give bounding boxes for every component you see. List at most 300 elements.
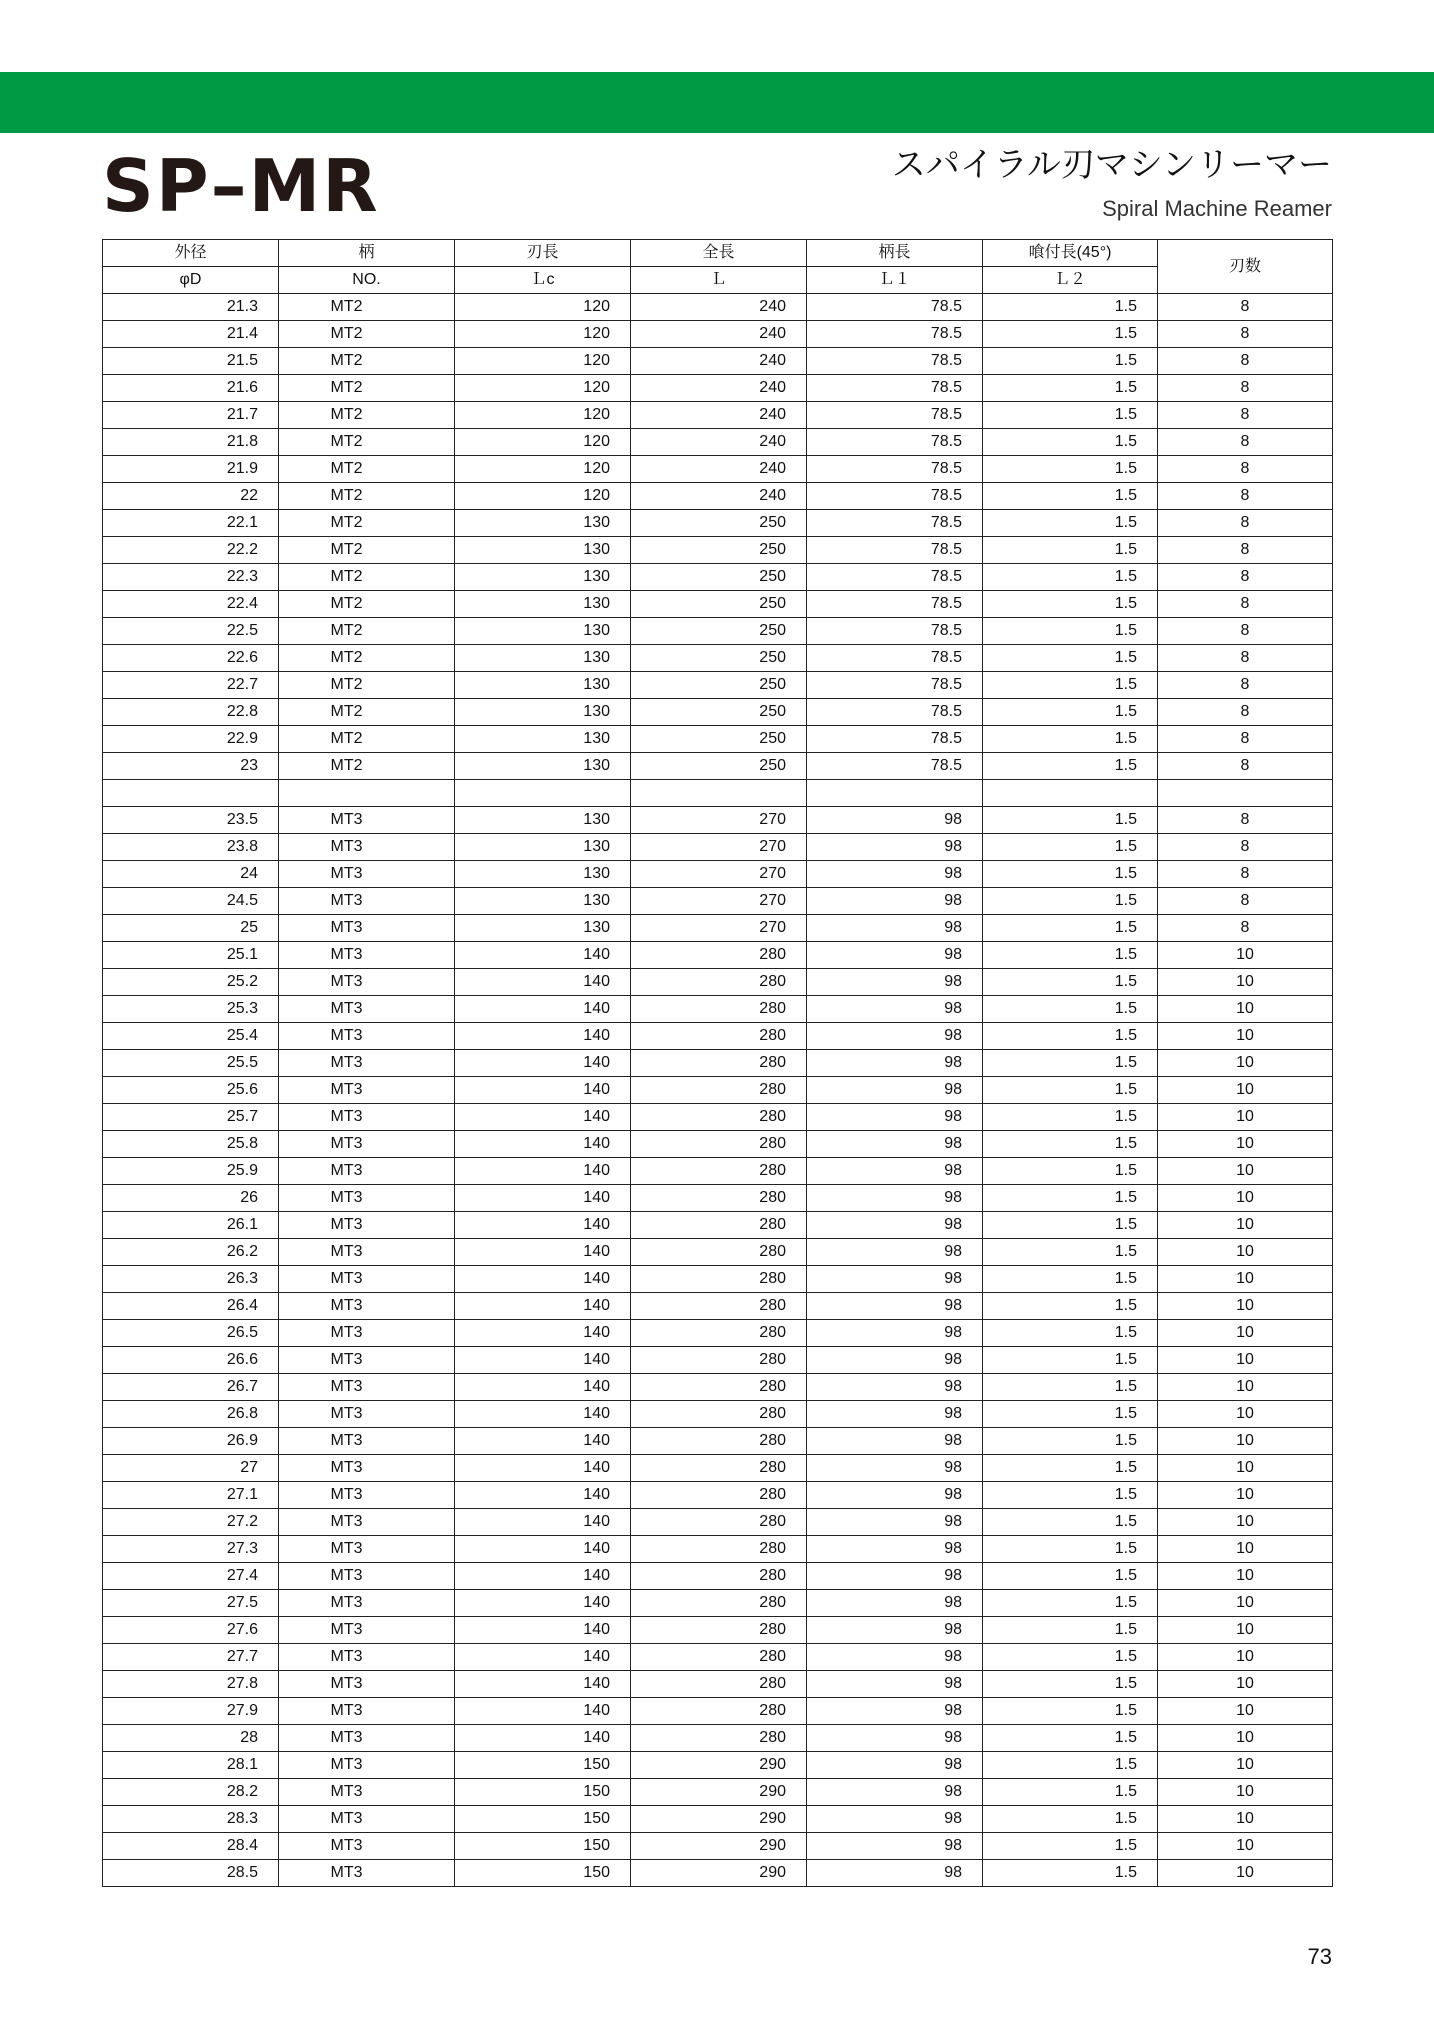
overall-length-cell: 280 xyxy=(631,1347,807,1374)
diameter-cell: 25.2 xyxy=(103,969,279,996)
shank-length-cell: 98 xyxy=(807,1644,983,1671)
table-row xyxy=(103,429,1333,456)
flute-length-cell: 140 xyxy=(455,1536,631,1563)
flute-length-cell: 140 xyxy=(455,1428,631,1455)
header-row-top xyxy=(103,240,1333,267)
flute-count-cell: 10 xyxy=(1158,996,1333,1023)
flute-length-cell: 140 xyxy=(455,1590,631,1617)
shank-cell: MT3 xyxy=(279,1617,455,1644)
shank-length-cell: 98 xyxy=(807,1185,983,1212)
table-row xyxy=(103,753,1333,780)
shank-cell: MT3 xyxy=(279,996,455,1023)
diameter-cell: 27.5 xyxy=(103,1590,279,1617)
shank-length-cell: 98 xyxy=(807,1590,983,1617)
chamfer-length-cell: 1.5 xyxy=(983,483,1158,510)
header-row-bottom xyxy=(103,267,1333,294)
flute-count-cell: 10 xyxy=(1158,1185,1333,1212)
flute-length-cell: 140 xyxy=(455,1293,631,1320)
flute-count-cell: 8 xyxy=(1158,591,1333,618)
shank-cell: MT3 xyxy=(279,1806,455,1833)
overall-length-cell: 250 xyxy=(631,699,807,726)
shank-length-cell: 98 xyxy=(807,1347,983,1374)
shank-cell: MT2 xyxy=(279,429,455,456)
flute-count-cell: 8 xyxy=(1158,294,1333,321)
chamfer-length-cell: 1.5 xyxy=(983,1077,1158,1104)
diameter-cell: 26.6 xyxy=(103,1347,279,1374)
overall-length-cell: 290 xyxy=(631,1779,807,1806)
overall-length-cell: 240 xyxy=(631,402,807,429)
shank-length-cell: 98 xyxy=(807,1212,983,1239)
overall-length-cell: 280 xyxy=(631,1536,807,1563)
shank-cell: MT3 xyxy=(279,1374,455,1401)
overall-length-cell: 280 xyxy=(631,1698,807,1725)
shank-cell: MT3 xyxy=(279,969,455,996)
flute-count-cell: 8 xyxy=(1158,726,1333,753)
chamfer-length-cell: 1.5 xyxy=(983,699,1158,726)
flute-length-cell: 130 xyxy=(455,699,631,726)
header-symbol-no: NO. xyxy=(279,267,455,294)
table-row xyxy=(103,645,1333,672)
chamfer-length-cell: 1.5 xyxy=(983,1293,1158,1320)
shank-cell: MT2 xyxy=(279,456,455,483)
chamfer-length-cell: 1.5 xyxy=(983,1212,1158,1239)
chamfer-length-cell: 1.5 xyxy=(983,537,1158,564)
shank-length-cell: 98 xyxy=(807,915,983,942)
chamfer-length-cell: 1.5 xyxy=(983,807,1158,834)
diameter-cell: 26.3 xyxy=(103,1266,279,1293)
chamfer-length-cell: 1.5 xyxy=(983,1644,1158,1671)
flute-count-cell: 8 xyxy=(1158,402,1333,429)
flute-length-cell: 140 xyxy=(455,1023,631,1050)
diameter-cell: 27.2 xyxy=(103,1509,279,1536)
shank-length-cell: 98 xyxy=(807,1725,983,1752)
flute-length-cell: 130 xyxy=(455,645,631,672)
diameter-cell: 25.4 xyxy=(103,1023,279,1050)
overall-length-cell: 290 xyxy=(631,1860,807,1887)
overall-length-cell: 280 xyxy=(631,1239,807,1266)
shank-cell: MT2 xyxy=(279,375,455,402)
diameter-cell: 26 xyxy=(103,1185,279,1212)
shank-cell: MT3 xyxy=(279,1671,455,1698)
overall-length-cell: 280 xyxy=(631,1212,807,1239)
overall-length-cell: 240 xyxy=(631,348,807,375)
shank-length-cell: 78.5 xyxy=(807,564,983,591)
chamfer-length-cell: 1.5 xyxy=(983,672,1158,699)
shank-length-cell: 98 xyxy=(807,1293,983,1320)
flute-count-cell: 10 xyxy=(1158,1428,1333,1455)
flute-length-cell: 120 xyxy=(455,429,631,456)
flute-count-cell: 10 xyxy=(1158,942,1333,969)
flute-length-cell: 120 xyxy=(455,321,631,348)
table-row xyxy=(103,1212,1333,1239)
shank-length-cell: 98 xyxy=(807,942,983,969)
diameter-cell: 22 xyxy=(103,483,279,510)
flute-length-cell: 140 xyxy=(455,1185,631,1212)
flute-length-cell: 130 xyxy=(455,888,631,915)
flute-count-cell: 10 xyxy=(1158,969,1333,996)
shank-cell: MT3 xyxy=(279,1833,455,1860)
diameter-cell: 28.2 xyxy=(103,1779,279,1806)
overall-length-cell: 250 xyxy=(631,537,807,564)
flute-length-cell: 140 xyxy=(455,969,631,996)
flute-length-cell: 140 xyxy=(455,1563,631,1590)
table-row xyxy=(103,1050,1333,1077)
table-row xyxy=(103,1860,1333,1887)
table-row xyxy=(103,1752,1333,1779)
chamfer-length-cell: 1.5 xyxy=(983,1509,1158,1536)
shank-length-cell: 98 xyxy=(807,1833,983,1860)
flute-length-cell: 140 xyxy=(455,1347,631,1374)
chamfer-length-cell: 1.5 xyxy=(983,510,1158,537)
shank-length-cell: 98 xyxy=(807,1374,983,1401)
flute-length-cell: 130 xyxy=(455,510,631,537)
shank-cell: MT3 xyxy=(279,888,455,915)
flute-length-cell: 140 xyxy=(455,1455,631,1482)
shank-length-cell: 98 xyxy=(807,1131,983,1158)
chamfer-length-cell: 1.5 xyxy=(983,564,1158,591)
overall-length-cell: 270 xyxy=(631,861,807,888)
shank-cell: MT2 xyxy=(279,483,455,510)
overall-length-cell: 240 xyxy=(631,483,807,510)
shank-length-cell: 78.5 xyxy=(807,456,983,483)
overall-length-cell: 250 xyxy=(631,645,807,672)
diameter-cell: 24.5 xyxy=(103,888,279,915)
flute-length-cell: 130 xyxy=(455,618,631,645)
header-shank-length: 柄長 xyxy=(807,240,983,267)
flute-count-cell: 10 xyxy=(1158,1779,1333,1806)
flute-count-cell: 10 xyxy=(1158,1401,1333,1428)
chamfer-length-cell: 1.5 xyxy=(983,402,1158,429)
shank-cell: MT3 xyxy=(279,1077,455,1104)
table-row xyxy=(103,1266,1333,1293)
flute-count-cell: 10 xyxy=(1158,1536,1333,1563)
flute-count-cell: 10 xyxy=(1158,1347,1333,1374)
overall-length-cell: 240 xyxy=(631,456,807,483)
shank-length-cell: 98 xyxy=(807,1023,983,1050)
flute-count-cell: 10 xyxy=(1158,1131,1333,1158)
overall-length-cell: 280 xyxy=(631,1131,807,1158)
shank-length-cell: 98 xyxy=(807,1320,983,1347)
table-row xyxy=(103,1374,1333,1401)
chamfer-length-cell: 1.5 xyxy=(983,645,1158,672)
shank-length-cell: 98 xyxy=(807,1860,983,1887)
shank-cell: MT2 xyxy=(279,672,455,699)
flute-length-cell: 130 xyxy=(455,726,631,753)
diameter-cell xyxy=(103,780,279,807)
shank-cell: MT2 xyxy=(279,726,455,753)
chamfer-length-cell: 1.5 xyxy=(983,1347,1158,1374)
diameter-cell: 24 xyxy=(103,861,279,888)
shank-length-cell: 78.5 xyxy=(807,591,983,618)
shank-length-cell: 98 xyxy=(807,834,983,861)
chamfer-length-cell: 1.5 xyxy=(983,915,1158,942)
table-row xyxy=(103,1320,1333,1347)
product-title-jp: スパイラル刃マシンリーマー xyxy=(891,145,1332,185)
shank-cell: MT3 xyxy=(279,1185,455,1212)
flute-count-cell: 8 xyxy=(1158,753,1333,780)
diameter-cell: 22.2 xyxy=(103,537,279,564)
flute-count-cell: 10 xyxy=(1158,1833,1333,1860)
flute-length-cell: 140 xyxy=(455,1104,631,1131)
overall-length-cell: 280 xyxy=(631,1185,807,1212)
diameter-cell: 21.4 xyxy=(103,321,279,348)
table-row xyxy=(103,1023,1333,1050)
shank-cell: MT2 xyxy=(279,645,455,672)
diameter-cell: 26.5 xyxy=(103,1320,279,1347)
header-flute-count: 刃数 xyxy=(1158,240,1333,294)
shank-cell: MT3 xyxy=(279,1698,455,1725)
chamfer-length-cell: 1.5 xyxy=(983,1239,1158,1266)
shank-cell: MT3 xyxy=(279,1320,455,1347)
table-row xyxy=(103,1293,1333,1320)
overall-length-cell: 250 xyxy=(631,672,807,699)
shank-length-cell: 78.5 xyxy=(807,672,983,699)
chamfer-length-cell: 1.5 xyxy=(983,861,1158,888)
shank-length-cell: 98 xyxy=(807,1482,983,1509)
chamfer-length-cell: 1.5 xyxy=(983,618,1158,645)
chamfer-length-cell: 1.5 xyxy=(983,753,1158,780)
flute-count-cell: 10 xyxy=(1158,1860,1333,1887)
diameter-cell: 25.9 xyxy=(103,1158,279,1185)
shank-cell: MT3 xyxy=(279,861,455,888)
chamfer-length-cell: 1.5 xyxy=(983,996,1158,1023)
chamfer-length-cell: 1.5 xyxy=(983,1401,1158,1428)
flute-length-cell: 130 xyxy=(455,591,631,618)
diameter-cell: 27.3 xyxy=(103,1536,279,1563)
chamfer-length-cell: 1.5 xyxy=(983,429,1158,456)
shank-length-cell: 78.5 xyxy=(807,402,983,429)
table-row xyxy=(103,456,1333,483)
table-row xyxy=(103,537,1333,564)
flute-length-cell: 130 xyxy=(455,564,631,591)
chamfer-length-cell: 1.5 xyxy=(983,294,1158,321)
table-row xyxy=(103,618,1333,645)
shank-cell: MT2 xyxy=(279,618,455,645)
diameter-cell: 21.7 xyxy=(103,402,279,429)
table-row xyxy=(103,1779,1333,1806)
diameter-cell: 28.5 xyxy=(103,1860,279,1887)
chamfer-length-cell: 1.5 xyxy=(983,942,1158,969)
diameter-cell: 26.9 xyxy=(103,1428,279,1455)
shank-length-cell: 78.5 xyxy=(807,348,983,375)
flute-count-cell: 8 xyxy=(1158,564,1333,591)
table-row xyxy=(103,672,1333,699)
flute-length-cell: 130 xyxy=(455,672,631,699)
shank-length-cell: 78.5 xyxy=(807,375,983,402)
shank-length-cell: 98 xyxy=(807,1428,983,1455)
flute-count-cell: 10 xyxy=(1158,1725,1333,1752)
flute-length-cell: 140 xyxy=(455,1509,631,1536)
shank-length-cell: 98 xyxy=(807,1455,983,1482)
shank-cell: MT3 xyxy=(279,1239,455,1266)
shank-cell: MT3 xyxy=(279,1266,455,1293)
table-row xyxy=(103,1590,1333,1617)
shank-cell: MT3 xyxy=(279,807,455,834)
flute-count-cell: 10 xyxy=(1158,1077,1333,1104)
flute-count-cell: 10 xyxy=(1158,1455,1333,1482)
flute-count-cell: 10 xyxy=(1158,1617,1333,1644)
overall-length-cell: 280 xyxy=(631,1293,807,1320)
flute-length-cell: 130 xyxy=(455,915,631,942)
flute-count-cell: 8 xyxy=(1158,861,1333,888)
overall-length-cell: 250 xyxy=(631,564,807,591)
chamfer-length-cell: 1.5 xyxy=(983,1617,1158,1644)
flute-length-cell: 140 xyxy=(455,1617,631,1644)
table-row xyxy=(103,510,1333,537)
flute-length-cell: 140 xyxy=(455,1671,631,1698)
flute-count-cell: 8 xyxy=(1158,672,1333,699)
chamfer-length-cell: 1.5 xyxy=(983,1050,1158,1077)
product-title-en: Spiral Machine Reamer xyxy=(1102,196,1332,221)
shank-length-cell: 98 xyxy=(807,1239,983,1266)
flute-length-cell: 140 xyxy=(455,1401,631,1428)
chamfer-length-cell: 1.5 xyxy=(983,1860,1158,1887)
diameter-cell: 25.3 xyxy=(103,996,279,1023)
flute-count-cell: 8 xyxy=(1158,834,1333,861)
flute-count-cell: 10 xyxy=(1158,1698,1333,1725)
header-band xyxy=(0,72,1434,133)
shank-cell: MT3 xyxy=(279,834,455,861)
flute-length-cell: 140 xyxy=(455,942,631,969)
overall-length-cell: 250 xyxy=(631,726,807,753)
shank-length-cell: 98 xyxy=(807,1509,983,1536)
diameter-cell: 22.5 xyxy=(103,618,279,645)
shank-cell: MT2 xyxy=(279,510,455,537)
flute-count-cell: 10 xyxy=(1158,1320,1333,1347)
shank-cell: MT3 xyxy=(279,1752,455,1779)
shank-length-cell: 78.5 xyxy=(807,483,983,510)
header-overall-length: 全長 xyxy=(631,240,807,267)
table-row xyxy=(103,321,1333,348)
table-row xyxy=(103,996,1333,1023)
chamfer-length-cell: 1.5 xyxy=(983,1590,1158,1617)
flute-count-cell: 10 xyxy=(1158,1374,1333,1401)
overall-length-cell: 280 xyxy=(631,1374,807,1401)
flute-length-cell: 130 xyxy=(455,753,631,780)
diameter-cell: 27.8 xyxy=(103,1671,279,1698)
chamfer-length-cell: 1.5 xyxy=(983,1671,1158,1698)
chamfer-length-cell: 1.5 xyxy=(983,1455,1158,1482)
spec-table xyxy=(102,239,1333,1887)
shank-length-cell: 78.5 xyxy=(807,321,983,348)
model-code: SP–MR xyxy=(102,144,380,228)
flute-count-cell: 10 xyxy=(1158,1293,1333,1320)
flute-length-cell: 120 xyxy=(455,402,631,429)
table-row xyxy=(103,1131,1333,1158)
flute-count-cell: 10 xyxy=(1158,1239,1333,1266)
table-row xyxy=(103,1104,1333,1131)
chamfer-length-cell: 1.5 xyxy=(983,1374,1158,1401)
shank-cell: MT3 xyxy=(279,1455,455,1482)
overall-length-cell: 290 xyxy=(631,1833,807,1860)
shank-cell: MT2 xyxy=(279,294,455,321)
flute-count-cell: 10 xyxy=(1158,1644,1333,1671)
overall-length-cell: 290 xyxy=(631,1752,807,1779)
diameter-cell: 21.6 xyxy=(103,375,279,402)
shank-cell: MT3 xyxy=(279,1293,455,1320)
shank-length-cell: 78.5 xyxy=(807,645,983,672)
flute-length-cell: 140 xyxy=(455,1374,631,1401)
header-outer-diameter: 外径 xyxy=(103,240,279,267)
header-symbol-lc: Ｌc xyxy=(455,267,631,294)
diameter-cell: 22.4 xyxy=(103,591,279,618)
table-row xyxy=(103,1563,1333,1590)
table-row xyxy=(103,1158,1333,1185)
chamfer-length-cell: 1.5 xyxy=(983,321,1158,348)
chamfer-length-cell: 1.5 xyxy=(983,1833,1158,1860)
flute-length-cell: 140 xyxy=(455,1698,631,1725)
diameter-cell: 23 xyxy=(103,753,279,780)
flute-length-cell: 120 xyxy=(455,348,631,375)
shank-length-cell: 78.5 xyxy=(807,429,983,456)
header-chamfer-length: 喰付長(45°) xyxy=(983,240,1158,267)
diameter-cell: 27 xyxy=(103,1455,279,1482)
page-number: 73 xyxy=(1307,1944,1332,1969)
chamfer-length-cell: 1.5 xyxy=(983,1185,1158,1212)
overall-length-cell: 250 xyxy=(631,618,807,645)
shank-cell: MT3 xyxy=(279,1347,455,1374)
flute-length-cell: 140 xyxy=(455,1077,631,1104)
shank-cell: MT2 xyxy=(279,591,455,618)
overall-length-cell: 280 xyxy=(631,1023,807,1050)
flute-length-cell: 150 xyxy=(455,1752,631,1779)
shank-cell: MT3 xyxy=(279,1644,455,1671)
table-row xyxy=(103,1347,1333,1374)
shank-length-cell: 98 xyxy=(807,1158,983,1185)
chamfer-length-cell: 1.5 xyxy=(983,1779,1158,1806)
shank-length-cell: 78.5 xyxy=(807,510,983,537)
table-row xyxy=(103,1536,1333,1563)
overall-length-cell: 280 xyxy=(631,1050,807,1077)
shank-cell: MT3 xyxy=(279,1401,455,1428)
table-row xyxy=(103,969,1333,996)
diameter-cell: 23.8 xyxy=(103,834,279,861)
chamfer-length-cell: 1.5 xyxy=(983,375,1158,402)
diameter-cell: 28.4 xyxy=(103,1833,279,1860)
chamfer-length-cell xyxy=(983,780,1158,807)
spec-table-body xyxy=(103,294,1333,1887)
overall-length-cell: 280 xyxy=(631,1563,807,1590)
overall-length-cell: 280 xyxy=(631,1455,807,1482)
overall-length-cell: 280 xyxy=(631,1320,807,1347)
shank-length-cell: 98 xyxy=(807,996,983,1023)
diameter-cell: 22.9 xyxy=(103,726,279,753)
chamfer-length-cell: 1.5 xyxy=(983,348,1158,375)
table-row xyxy=(103,1482,1333,1509)
overall-length-cell: 250 xyxy=(631,753,807,780)
shank-cell xyxy=(279,780,455,807)
table-row xyxy=(103,1428,1333,1455)
shank-length-cell: 78.5 xyxy=(807,618,983,645)
overall-length-cell: 280 xyxy=(631,1590,807,1617)
flute-length-cell: 140 xyxy=(455,1725,631,1752)
flute-count-cell: 8 xyxy=(1158,915,1333,942)
flute-count-cell: 8 xyxy=(1158,456,1333,483)
header-symbol-l: Ｌ xyxy=(631,267,807,294)
shank-cell: MT3 xyxy=(279,1779,455,1806)
chamfer-length-cell: 1.5 xyxy=(983,456,1158,483)
overall-length-cell: 240 xyxy=(631,294,807,321)
diameter-cell: 27.4 xyxy=(103,1563,279,1590)
overall-length-cell: 240 xyxy=(631,375,807,402)
flute-length-cell: 140 xyxy=(455,1239,631,1266)
table-row xyxy=(103,1644,1333,1671)
table-row xyxy=(103,348,1333,375)
shank-cell: MT2 xyxy=(279,753,455,780)
diameter-cell: 22.7 xyxy=(103,672,279,699)
shank-length-cell: 98 xyxy=(807,1077,983,1104)
overall-length-cell: 280 xyxy=(631,1401,807,1428)
